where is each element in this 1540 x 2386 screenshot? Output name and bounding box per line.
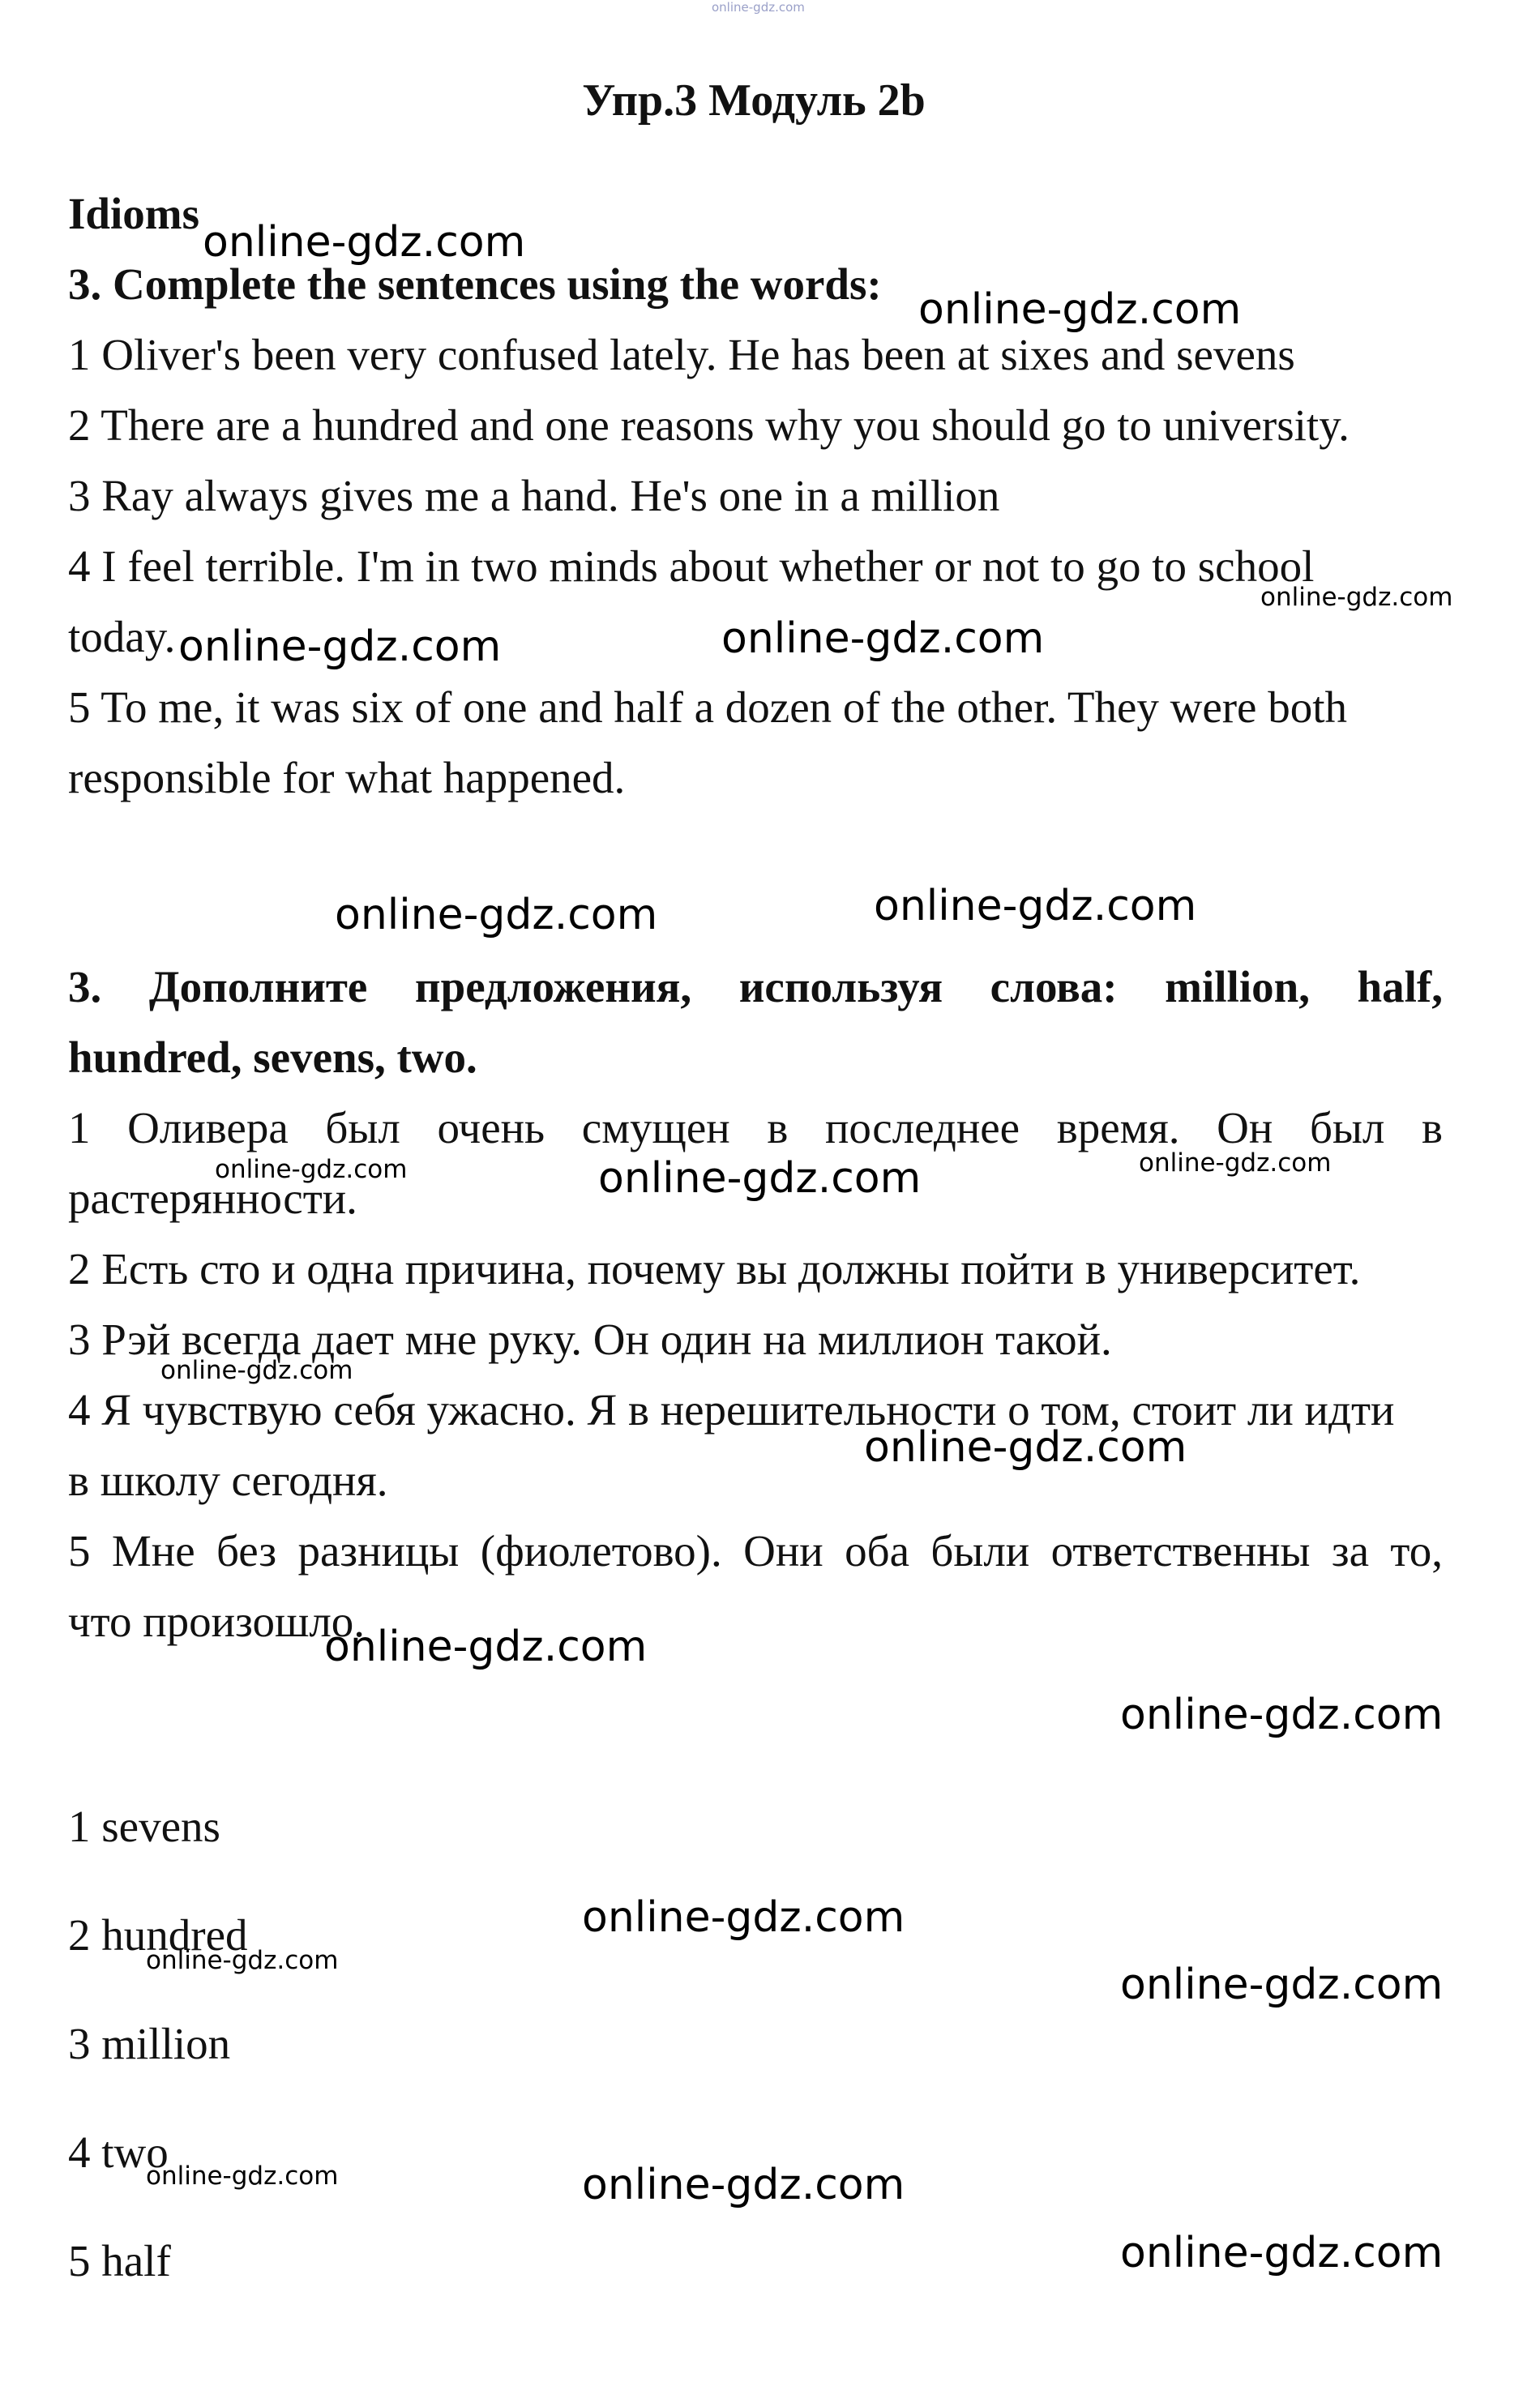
watermark-14: online-gdz.com (1120, 1691, 1444, 1739)
english-task-heading: 3. Complete the sentences using the words: (68, 259, 882, 309)
russian-sentence-2: 2 Есть сто и одна причина, почему вы должны пойти в университет. (68, 1244, 1361, 1293)
watermark-3: online-gdz.com (1260, 583, 1453, 612)
page-title: Упр.3 Модуль 2b (582, 75, 926, 126)
russian-sentence-5a: 5 Мне без разницы (фиолетово). Они оба были ответственны за то, (68, 1526, 1443, 1576)
english-sentence-1: 1 Oliver's been very confused lately. He has been at sixes and sevens (68, 330, 1295, 379)
watermark-6: online-gdz.com (335, 891, 658, 939)
russian-sentence-5b: что произошло. (68, 1597, 366, 1646)
watermark-16: online-gdz.com (146, 1946, 339, 1975)
watermark-10: online-gdz.com (1139, 1148, 1332, 1178)
watermark-1: online-gdz.com (203, 218, 526, 267)
russian-sentence-1a: 1 Оливера был очень смущен в последнее время. Он был в (68, 1103, 1443, 1152)
answer-5: 5 half (68, 2236, 171, 2286)
russian-sentence-3: 3 Рэй всегда дает мне руку. Он один на миллион такой. (68, 1315, 1112, 1364)
russian-task-heading-a: 3. Дополните предложения, используя слова: million, half, (68, 962, 1443, 1011)
answer-3: 3 million (68, 2019, 231, 2068)
watermark-2: online-gdz.com (918, 285, 1242, 334)
watermark-13: online-gdz.com (324, 1623, 648, 1671)
watermark-17: online-gdz.com (1120, 1961, 1444, 2009)
english-sentence-3: 3 Ray always gives me a hand. He's one in a million (68, 471, 1000, 520)
russian-sentence-4a: 4 Я чувствую себя ужасно. Я в нерешительности о том, стоит ли идти (68, 1385, 1395, 1435)
watermark-19: online-gdz.com (582, 2161, 905, 2209)
english-sentence-5a: 5 To me, it was six of one and half a dozen of the other. They were both (68, 682, 1348, 732)
watermark-11: online-gdz.com (160, 1356, 353, 1385)
answer-2: 2 hundred (68, 1910, 248, 1960)
watermark-20: online-gdz.com (1120, 2229, 1444, 2277)
watermark-top: online-gdz.com (712, 0, 805, 15)
watermark-9: online-gdz.com (598, 1154, 922, 1203)
english-sentence-4a: 4 I feel terrible. I'm in two minds about whether or not to go to school (68, 541, 1315, 591)
russian-sentence-1b: растерянности. (68, 1174, 357, 1223)
watermark-7: online-gdz.com (874, 882, 1197, 930)
answer-1: 1 sevens (68, 1802, 220, 1851)
english-sentence-2: 2 There are a hundred and one reasons why you should go to university. (68, 400, 1350, 450)
russian-sentence-4b: в школу сегодня. (68, 1456, 388, 1505)
watermark-8: online-gdz.com (215, 1155, 408, 1184)
watermark-5: online-gdz.com (721, 614, 1045, 663)
watermark-4: online-gdz.com (178, 622, 502, 671)
answer-4: 4 two (68, 2127, 169, 2177)
watermark-15: online-gdz.com (582, 1893, 905, 1942)
watermark-12: online-gdz.com (864, 1423, 1187, 1472)
russian-task-heading-b: hundred, sevens, two. (68, 1033, 477, 1082)
watermark-18: online-gdz.com (146, 2162, 339, 2191)
english-sentence-4b: today. (68, 612, 176, 661)
section-label-idioms: Idioms (68, 189, 199, 238)
english-sentence-5b: responsible for what happened. (68, 753, 626, 802)
